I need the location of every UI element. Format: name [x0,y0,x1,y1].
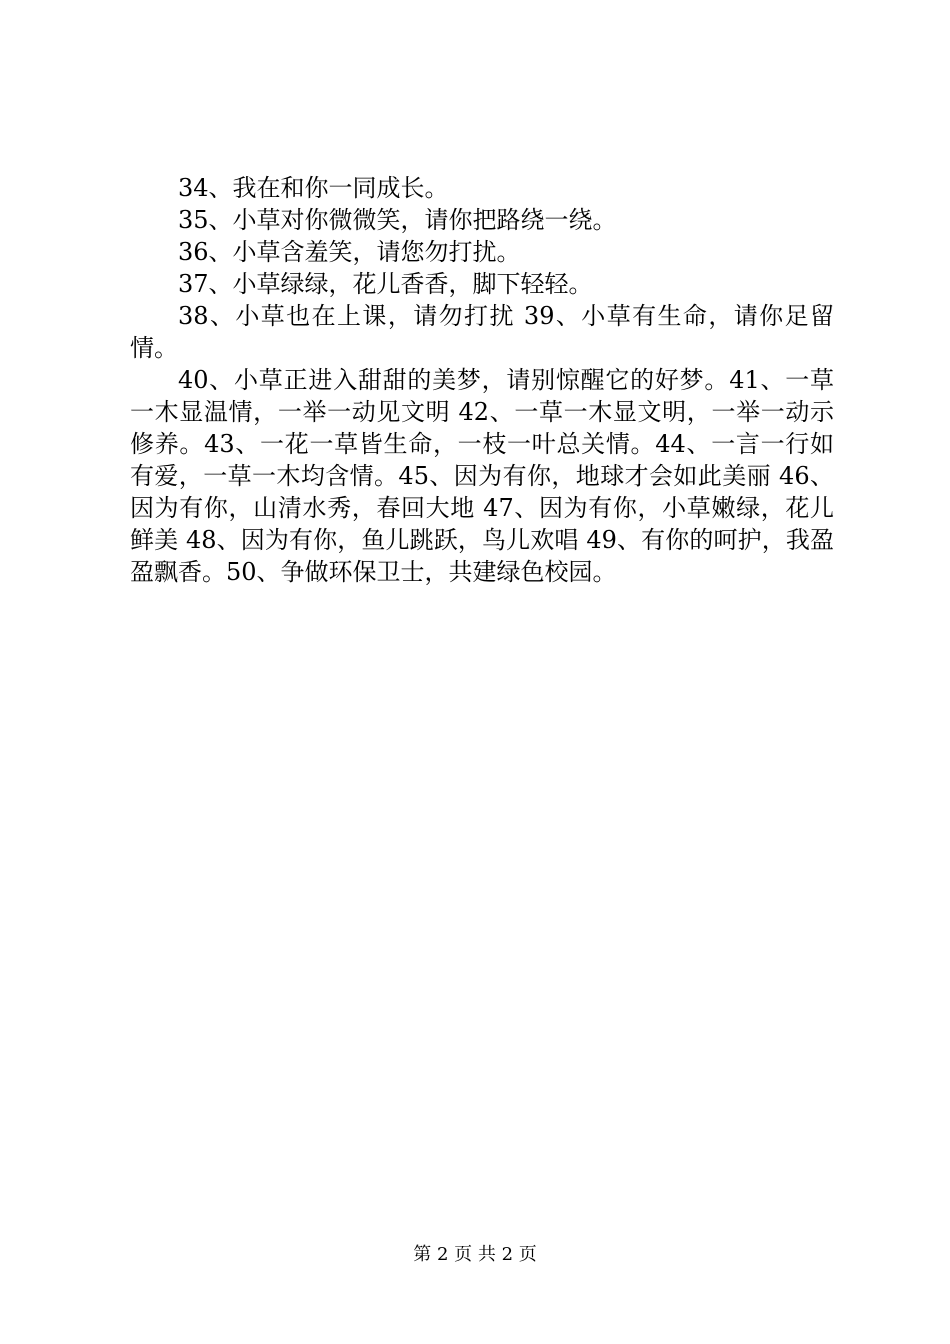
document-body [130,172,834,588]
paragraph-34: 34、我在和你一同成长。 [178,174,449,202]
paragraph-40-50: 40、小草正进入甜甜的美梦，请别惊醒它的好梦。41、一草一木显温情，一举一动见文明 42、一草一木显文明，一举一动示修养。43、一花一草皆生命，一枝一叶总关情。44、一言一行如有爱，一草一木均含情。45、因为有你，地球才会如此美丽 46、因为有你，山清水秀，春回大地 47、因为有你，小草嫩绿，花儿鲜美 48、因为有你，鱼儿跳跃，鸟儿欢唱 49、有你的呵护，我盈盈飘香。50、争做环保卫士，共建绿色校园。 [130,366,834,586]
paragraph-37: 37、小草绿绿，花儿香香，脚下轻轻。 [178,270,593,298]
paragraph-36: 36、小草含羞笑，请您勿打扰。 [178,238,521,266]
page-footer: 第 2 页 共 2 页 [413,1244,537,1265]
paragraph-35: 35、小草对你微微笑，请你把路绕一绕。 [178,206,617,234]
paragraph-38-39: 38、小草也在上课，请勿打扰 39、小草有生命，请你足留情。 [130,302,834,362]
